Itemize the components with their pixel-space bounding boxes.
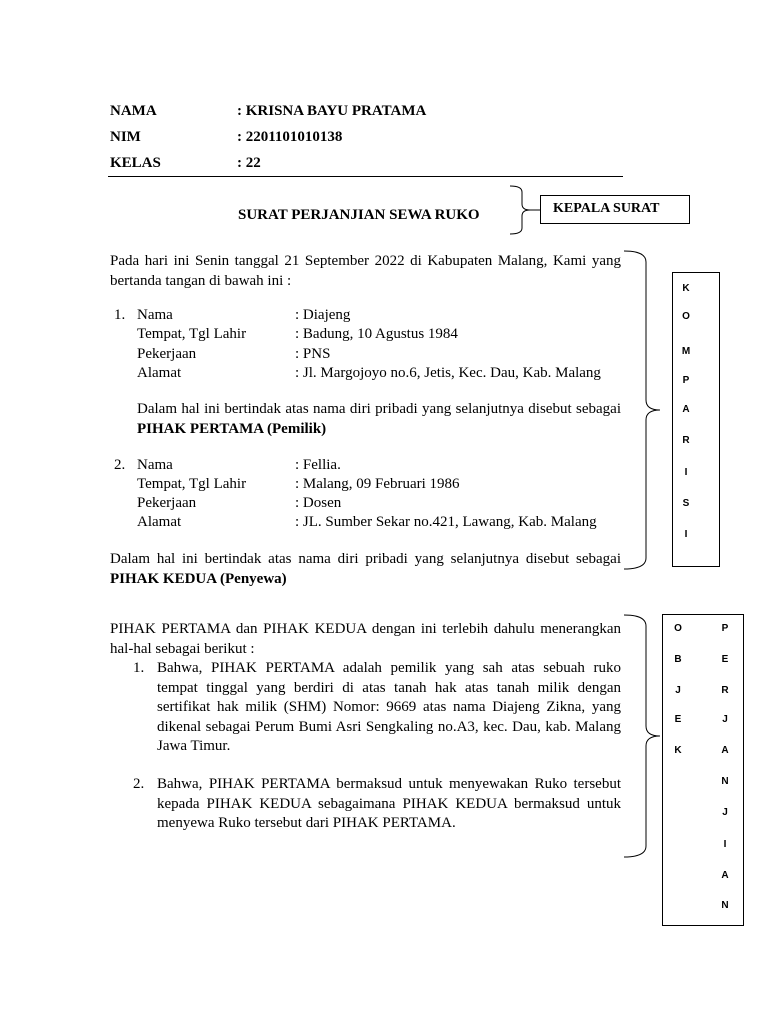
objek-letter: B [674,654,682,665]
object-intro: PIHAK PERTAMA dan PIHAK KEDUA dengan ini terlebih dahulu menerangkan hal-hal sebagai berikut : [110,621,621,657]
objek-letter: O [674,623,682,634]
perjanjian-letter: J [722,807,728,818]
party2-nama-label: Nama [137,457,173,473]
party2-nama-value: : Fellia. [295,457,341,473]
party2-pekerjaan-value: : Dosen [295,495,342,511]
objek-perjanjian-box [662,614,744,926]
komparisi-letter: I [684,467,688,478]
perjanjian-letter: I [723,839,727,850]
party1-alamat-label: Alamat [137,365,182,381]
object-item2-number: 2. [133,776,145,792]
perjanjian-letter: E [721,654,729,665]
kepala-surat-box [540,195,690,224]
komparisi-letter: A [682,404,690,415]
party1-statement-text: Dalam hal ini bertindak atas nama diri pribadi yang selanjutnya disebut sebagai [137,401,621,417]
document-title: SURAT PERJANJIAN SEWA RUKO [238,207,480,223]
perjanjian-letter: J [722,714,728,725]
party2-ttl-label: Tempat, Tgl Lahir [137,476,247,492]
komparisi-letter: P [682,375,690,386]
party1-role: PIHAK PERTAMA (Pemilik) [137,420,327,437]
objek-letter: E [674,714,682,725]
party2-statement-text: Dalam hal ini bertindak atas nama diri pribadi yang selanjutnya disebut sebagai [110,551,621,567]
komparisi-letter: O [682,311,690,322]
komparisi-letter: S [682,498,690,509]
party1-pekerjaan-value: : PNS [295,346,331,362]
perjanjian-letter: A [721,745,729,756]
objek-letter: J [675,685,681,696]
perjanjian-letter: P [721,623,729,634]
komparisi-letter: M [681,346,691,357]
party2-ttl-value: : Malang, 09 Februari 1986 [295,476,460,492]
komparisi-letter: R [682,435,690,446]
komparisi-letter: I [684,529,688,540]
perjanjian-letter: A [721,870,729,881]
nim-value: : 2201101010138 [237,129,343,145]
party1-number: 1. [114,307,126,323]
object-item2-text: Bahwa, PIHAK PERTAMA bermaksud untuk menyewakan Ruko tersebut kepada PIHAK KEDUA sebagaimana PIHAK KEDUA bermaksud untuk menyewa Ruko tersebut dari PIHAK PERTAMA. [157,776,621,831]
objek-letter: K [674,745,682,756]
komparisi-letter: K [682,283,690,294]
perjanjian-letter: R [721,685,729,696]
kepala-surat-bracket [510,186,530,234]
komparisi-box [672,272,720,567]
party2-alamat-label: Alamat [137,514,182,530]
party1-pekerjaan-label: Pekerjaan [137,346,197,362]
object-item1-number: 1. [133,660,145,676]
objek-bracket [624,615,660,857]
komparisi-bracket [624,251,660,569]
party2-role: PIHAK KEDUA (Penyewa) [110,570,287,587]
kelas-label: KELAS [110,155,161,171]
party2-pekerjaan-label: Pekerjaan [137,495,197,511]
nama-label: NAMA [110,103,157,119]
party1-ttl-value: : Badung, 10 Agustus 1984 [295,326,458,342]
object-item1-text: Bahwa, PIHAK PERTAMA adalah pemilik yang sah atas sebuah ruko tempat tinggal yang berdiri di atas tanah hak atas tanah milik dengan sertifikat hak milik (SHM) Nomor: 9669 atas nama Diajeng Zikna, yang dikenal sebagai Perum Bumi Asri Sengkaling no.A3, kec. Dau, kab. Malang Jawa Timur. [157,660,621,754]
party1-nama-value: : Diajeng [295,307,351,323]
intro-paragraph: Pada hari ini Senin tanggal 21 September 2022 di Kabupaten Malang, Kami yang bertanda tangan di bawah ini : [110,253,621,289]
party2-number: 2. [114,457,126,473]
perjanjian-letter: N [721,776,729,787]
party1-alamat-value: : Jl. Margojoyo no.6, Jetis, Kec. Dau, Kab. Malang [295,365,601,381]
kelas-value: : 22 [237,155,261,171]
kepala-surat-label: KEPALA SURAT [553,201,660,216]
party2-alamat-value: : JL. Sumber Sekar no.421, Lawang, Kab. Malang [295,514,597,530]
perjanjian-letter: N [721,900,729,911]
party1-nama-label: Nama [137,307,173,323]
party1-ttl-label: Tempat, Tgl Lahir [137,326,247,342]
nama-value: : KRISNA BAYU PRATAMA [237,103,427,119]
nim-label: NIM [110,129,141,145]
